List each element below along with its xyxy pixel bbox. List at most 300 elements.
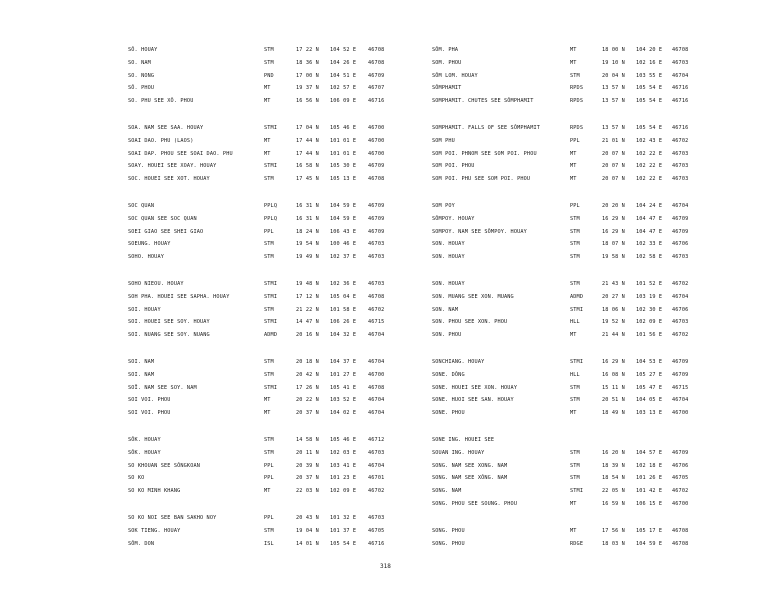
longitude: 105 17 E [636,527,663,534]
place-name: SONE ING. HOUEI SEE [432,436,495,443]
map-reference: 46706 [672,241,689,248]
map-reference: 46709 [368,215,385,222]
map-reference: 46709 [672,449,689,456]
feature-code: STM [264,527,274,534]
latitude: 16 58 N [296,163,319,170]
feature-code: STM [264,449,274,456]
latitude: 16 31 N [296,202,319,209]
latitude: 19 37 N [296,85,319,92]
gazetteer-entry [432,82,700,95]
longitude: 105 46 E [330,436,357,443]
place-name: SOÏ. NAM SEE SOY. NAM [128,384,197,391]
map-reference: 46702 [368,306,385,313]
longitude: 104 26 E [330,59,357,66]
feature-code: STMI [264,319,278,326]
longitude: 104 57 E [636,449,663,456]
feature-code: STM [264,47,274,53]
page-number: 318 [380,563,391,570]
gazetteer-entry [432,407,700,420]
place-name: SÔM LOM. HOUAY [432,72,478,79]
map-reference: 46716 [368,540,385,547]
entry-group [432,356,700,420]
latitude: 14 47 N [296,319,319,326]
latitude: 18 36 N [296,59,319,66]
place-name: SÔ. HOUAY [128,47,158,53]
gazetteer-entry [128,538,420,551]
latitude: 19 52 N [602,319,625,326]
longitude: 105 41 E [330,384,357,391]
feature-code: ISL [264,540,274,547]
entry-group [432,200,700,264]
latitude: 16 29 N [602,358,625,365]
longitude: 104 59 E [330,215,357,222]
longitude: 105 30 E [330,163,357,170]
feature-code: STM [570,475,580,482]
place-name: SOM POI. PHU SEE SOM POI. PHOU [432,176,531,183]
gazetteer-entry [128,472,420,485]
map-reference: 46704 [672,72,689,79]
gazetteer-entry [128,447,420,460]
feature-code: MT [570,500,577,507]
map-reference: 46716 [672,124,689,131]
longitude: 101 56 E [636,332,663,339]
feature-code: STM [264,59,274,66]
map-reference: 46703 [368,280,385,287]
feature-code: PPLQ [264,215,278,222]
latitude: 13 57 N [602,98,625,105]
place-name: SO KO NOI SEE BAN SAKHO NOY [128,514,217,521]
feature-code: STM [570,462,580,469]
latitude: 20 20 N [602,202,625,209]
latitude: 17 22 N [296,47,319,53]
gazetteer-entry [128,226,420,239]
map-reference: 46700 [368,150,385,157]
latitude: 16 29 N [602,215,625,222]
place-name: SOM POI. PHNOM SEE SOM POI. PHOU [432,150,537,157]
place-name: SONE. HUOI SEE SAN. HOUAY [432,397,514,404]
gazetteer-entry [128,135,420,148]
place-name: SONG. NAM SEE XONG. NAM [432,462,508,469]
map-reference: 46707 [368,85,385,92]
feature-code: MT [264,150,271,157]
place-name: SOC. HOUEI SEE XOT. HOUAY [128,176,210,183]
map-reference: 46709 [368,202,385,209]
left-column [128,44,420,564]
latitude: 20 11 N [296,449,319,456]
map-reference: 46708 [368,59,385,66]
gazetteer-entry [432,329,700,342]
feature-code: STM [570,280,580,287]
longitude: 101 01 E [330,150,357,157]
map-reference: 46701 [368,475,385,482]
entry-group [432,525,700,551]
map-reference: 46709 [368,228,385,235]
longitude: 102 57 E [330,85,357,92]
map-reference: 46715 [672,384,689,391]
entry-group [128,512,420,550]
place-name: SONCHIANG. HOUAY [432,358,485,365]
gazetteer-entry [128,525,420,538]
place-name: SOI. HOUEI SEE SOY. HOUAY [128,319,210,326]
latitude: 16 20 N [602,449,625,456]
gazetteer-entry [432,485,700,498]
place-name: SOI VOI. PHOU [128,397,171,404]
longitude: 102 22 E [636,150,663,157]
gazetteer-entry [432,148,700,161]
feature-code: PPL [264,462,274,469]
gazetteer-entry [432,472,700,485]
map-reference: 46704 [672,202,689,209]
gazetteer-entry [128,173,420,186]
gazetteer-entry [432,447,700,460]
gazetteer-entry [128,394,420,407]
longitude: 102 18 E [636,462,663,469]
latitude: 18 49 N [602,410,625,417]
gazetteer-entry [128,44,420,57]
place-name: SOHO. HOUAY [128,254,165,261]
entry-group [128,44,420,108]
feature-code: MT [570,527,577,534]
latitude: 18 03 N [602,540,625,547]
gazetteer-entry [432,57,700,70]
latitude: 17 44 N [296,137,319,144]
latitude: 17 44 N [296,150,319,157]
place-name: SO KO MINH KHANG [128,488,181,495]
map-reference: 46704 [672,293,689,300]
latitude: 15 11 N [602,384,625,391]
longitude: 102 16 E [636,59,663,66]
map-reference: 46703 [368,241,385,248]
gazetteer-entry [432,70,700,83]
place-name: SOC QUAN SEE SOC QUAN [128,215,197,222]
map-reference: 46709 [672,215,689,222]
place-name: SONG. PHOU [432,540,465,547]
entry-group [128,122,420,186]
gazetteer-entry [432,394,700,407]
feature-code: MT [570,59,577,66]
feature-code: STM [570,215,580,222]
longitude: 106 09 E [330,98,357,105]
latitude: 20 51 N [602,397,625,404]
gazetteer-entry [128,407,420,420]
place-name: SOMPOY. NAM SEE SÔMPOY. HOUAY [432,228,527,235]
longitude: 101 37 E [330,527,357,534]
entry-group [432,122,700,186]
latitude: 16 56 N [296,98,319,105]
place-name: SOI. NUANG SEE SOY. NUANG [128,332,210,339]
latitude: 18 06 N [602,306,625,313]
gazetteer-entry [128,304,420,317]
longitude: 102 33 E [636,241,663,248]
map-reference: 46709 [368,72,385,79]
place-name: SÔ. PHOU [128,85,155,92]
longitude: 105 54 E [636,98,663,105]
place-name: SOAI DAO. PHU (LAOS) [128,137,194,144]
place-name: SÔK. HOUAY [128,449,161,456]
place-name: SONE. HOUEI SEE XON. HOUAY [432,384,518,391]
latitude: 19 48 N [296,280,319,287]
feature-code: STMI [264,163,278,170]
longitude: 104 59 E [636,540,663,547]
latitude: 20 37 N [296,410,319,417]
longitude: 104 47 E [636,228,663,235]
latitude: 17 56 N [602,527,625,534]
map-reference: 46700 [368,371,385,378]
map-reference: 46712 [368,436,385,443]
feature-code: STMI [570,358,584,365]
map-reference: 46716 [672,98,689,105]
map-reference: 46700 [672,410,689,417]
latitude: 17 45 N [296,176,319,183]
latitude: 20 18 N [296,358,319,365]
place-name: SOM. PHOU [432,59,462,66]
map-reference: 46703 [672,176,689,183]
gazetteer-entry [128,213,420,226]
feature-code: PND [264,72,274,79]
gazetteer-entry [432,498,700,511]
feature-code: HLL [570,371,580,378]
gazetteer-entry [128,460,420,473]
longitude: 104 05 E [636,397,663,404]
latitude: 18 24 N [296,228,319,235]
feature-code: STM [570,72,580,79]
longitude: 105 27 E [636,371,663,378]
gazetteer-entry [128,291,420,304]
latitude: 20 16 N [296,332,319,339]
map-reference: 46705 [672,475,689,482]
map-reference: 46700 [368,137,385,144]
place-name: SOM POI. PHOU [432,163,475,170]
longitude: 103 41 E [330,462,357,469]
map-reference: 46703 [368,449,385,456]
gazetteer-entry [128,329,420,342]
gazetteer-entry [128,82,420,95]
gazetteer-entry [432,525,700,538]
gazetteer-entry [128,316,420,329]
feature-code: STM [570,449,580,456]
longitude: 103 55 E [636,72,663,79]
place-name: SOAY. HOUEI SEE XOAY. HOUAY [128,163,217,170]
gazetteer-entry [128,356,420,369]
gazetteer-entry [432,226,700,239]
feature-code: STMI [570,488,584,495]
feature-code: MT [570,47,577,53]
latitude: 17 00 N [296,72,319,79]
longitude: 106 43 E [330,228,357,235]
feature-code: MT [264,488,271,495]
place-name: SO. NAM [128,59,151,66]
place-name: SÔK. HOUAY [128,436,161,443]
map-reference: 46703 [368,254,385,261]
feature-code: STMI [570,306,584,313]
latitude: 21 22 N [296,306,319,313]
feature-code: STMI [264,124,278,131]
feature-code: MT [570,163,577,170]
map-reference: 46708 [672,47,689,53]
longitude: 105 54 E [636,85,663,92]
feature-code: PPL [264,228,274,235]
latitude: 16 59 N [602,500,625,507]
latitude: 20 07 N [602,176,625,183]
gazetteer-entry [128,70,420,83]
place-name: SÔM. DON [128,540,155,547]
feature-code: STM [264,371,274,378]
gazetteer-entry [432,238,700,251]
longitude: 102 58 E [636,254,663,261]
latitude: 19 58 N [602,254,625,261]
gazetteer-entry [432,434,700,447]
latitude: 18 00 N [602,47,625,53]
gazetteer-entry [432,460,700,473]
place-name: SOI. HOUAY [128,306,161,313]
map-reference: 46716 [672,85,689,92]
map-reference: 46700 [368,124,385,131]
place-name: SO. NONG [128,72,155,79]
gazetteer-entry [128,278,420,291]
gazetteer-entry [128,200,420,213]
feature-code: ADMD [264,332,278,339]
latitude: 19 04 N [296,527,319,534]
map-reference: 46703 [672,59,689,66]
map-reference: 46715 [368,319,385,326]
gazetteer-entry [128,512,420,525]
map-reference: 46703 [672,254,689,261]
map-reference: 46704 [672,397,689,404]
gazetteer-entry [128,57,420,70]
place-name: SOEI GIAO SEE SHEI GIAO [128,228,204,235]
longitude: 104 53 E [636,358,663,365]
longitude: 101 52 E [636,280,663,287]
feature-code: MT [570,332,577,339]
latitude: 21 44 N [602,332,625,339]
entry-group [128,434,420,498]
gazetteer-entry [432,304,700,317]
feature-code: STMI [264,293,278,300]
latitude: 21 01 N [602,137,625,144]
place-name: SON. HOUAY [432,280,465,287]
feature-code: MT [570,176,577,183]
longitude: 104 24 E [636,202,663,209]
gazetteer-entry [128,485,420,498]
feature-code: HLL [570,319,580,326]
feature-code: RPDS [570,98,584,105]
feature-code: PPLQ [264,202,278,209]
longitude: 104 20 E [636,47,663,53]
map-reference: 46704 [368,410,385,417]
gazetteer-entry [128,382,420,395]
feature-code: STM [570,254,580,261]
map-reference: 46704 [368,358,385,365]
longitude: 106 15 E [636,500,663,507]
place-name: SOAI DAP. PHOU SEE SOAI DAO. PHU [128,150,233,157]
longitude: 102 03 E [330,449,357,456]
gazetteer-entry [432,251,700,264]
gazetteer-entry [432,382,700,395]
latitude: 16 29 N [602,228,625,235]
feature-code: PPL [264,514,274,521]
map-reference: 46709 [672,371,689,378]
feature-code: MT [570,410,577,417]
longitude: 104 52 E [330,47,357,53]
latitude: 22 03 N [296,488,319,495]
right-column [432,44,700,564]
map-reference: 46708 [672,540,689,547]
map-reference: 46704 [368,332,385,339]
longitude: 105 13 E [330,176,357,183]
place-name: SO KHOUAN SEE SÔNGKOAN [128,462,201,469]
place-name: SOA. NAM SEE SAA. HOUAY [128,124,204,131]
longitude: 104 32 E [330,332,357,339]
map-reference: 46702 [672,137,689,144]
feature-code: STM [264,306,274,313]
gazetteer-entry [432,122,700,135]
latitude: 14 01 N [296,540,319,547]
gazetteer-entry [128,238,420,251]
latitude: 20 04 N [602,72,625,79]
longitude: 101 26 E [636,475,663,482]
entry-group [128,356,420,420]
latitude: 18 54 N [602,475,625,482]
map-reference: 46702 [672,332,689,339]
feature-code: STM [264,254,274,261]
place-name: SOC QUAN [128,202,155,209]
map-reference: 46705 [368,527,385,534]
map-reference: 46708 [368,384,385,391]
feature-code: MT [264,397,271,404]
longitude: 101 32 E [330,514,357,521]
place-name: SONG. NAM SEE XÔNG. NAM [432,475,508,482]
gazetteer-entry [432,173,700,186]
longitude: 102 37 E [330,254,357,261]
place-name: SOHO NIEOU. HOUAY [128,280,184,287]
longitude: 104 51 E [330,72,357,79]
latitude: 13 57 N [602,124,625,131]
gazetteer-entry [128,160,420,173]
feature-code: STM [264,176,274,183]
latitude: 16 31 N [296,215,319,222]
longitude: 101 42 E [636,488,663,495]
longitude: 100 46 E [330,241,357,248]
gazetteer-entry [128,369,420,382]
latitude: 20 07 N [602,150,625,157]
feature-code: STM [264,241,274,248]
map-reference: 46709 [672,228,689,235]
gazetteer-entry [128,148,420,161]
feature-code: STM [264,436,274,443]
feature-code: STMI [264,280,278,287]
map-reference: 46704 [368,397,385,404]
place-name: SOI VOI. PHOU [128,410,171,417]
gazetteer-entry [432,200,700,213]
longitude: 102 43 E [636,137,663,144]
place-name: SO KO [128,475,145,482]
longitude: 101 58 E [330,306,357,313]
longitude: 105 04 E [330,293,357,300]
map-reference: 46708 [368,293,385,300]
gazetteer-entry [432,213,700,226]
place-name: SON. PHOU SEE XON. PHOU [432,319,508,326]
place-name: SOEUNG. HOUAY [128,241,171,248]
feature-code: STM [570,397,580,404]
map-reference: 46709 [368,163,385,170]
latitude: 19 49 N [296,254,319,261]
longitude: 104 59 E [330,202,357,209]
place-name: SOI. NAM [128,371,155,378]
place-name: SOK TIENG. HOUAY [128,527,181,534]
feature-code: MT [264,85,271,92]
place-name: SON. HOUAY [432,241,465,248]
feature-code: RPDS [570,85,584,92]
